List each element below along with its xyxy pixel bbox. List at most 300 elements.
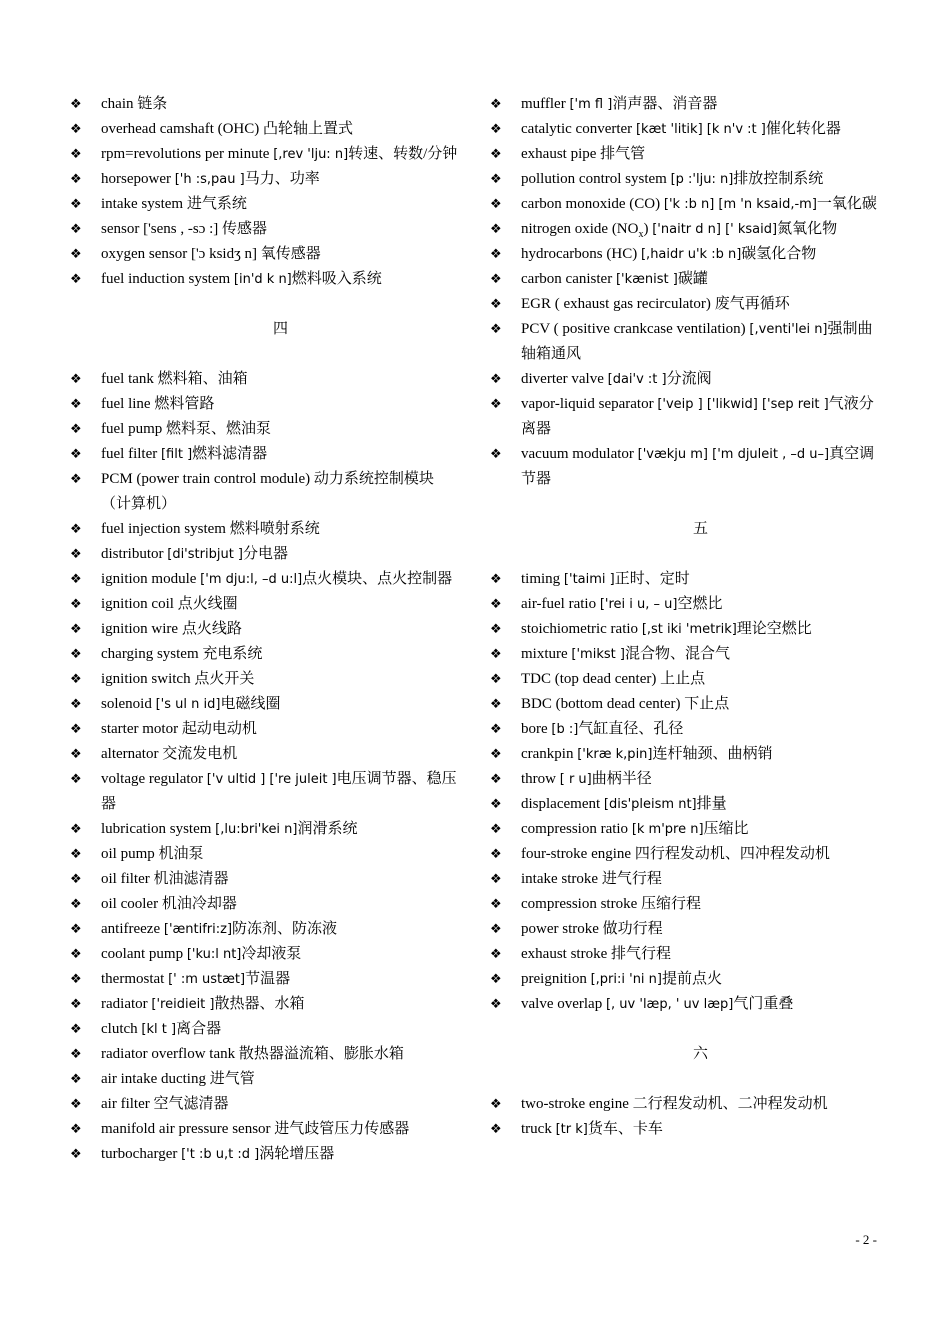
term-english: carbon monoxide (CO): [521, 196, 661, 212]
term-english: exhaust pipe: [521, 146, 597, 162]
term-english: exhaust stroke: [521, 946, 608, 962]
term-chinese: 防冻剂、防冻液: [232, 921, 338, 937]
diamond-bullet-icon: ❖: [70, 247, 82, 262]
term-chinese: 货车、卡车: [587, 1121, 663, 1137]
term-english: carbon canister: [521, 271, 613, 287]
term-item: [490, 842, 880, 867]
term-item: [70, 817, 460, 842]
term-phonetic: ['kræ k,pin]: [577, 747, 653, 762]
term-phonetic: [filt ]: [160, 447, 193, 462]
term-item: [490, 442, 880, 492]
term-english: BDC (bottom dead center): [521, 696, 681, 712]
term-item: [70, 1092, 460, 1117]
term-english: air filter: [101, 1096, 150, 1112]
term-chinese: 进气管: [209, 1071, 255, 1087]
term-list: [490, 92, 880, 492]
term-phonetic: [,lu:bri'kei n]: [215, 822, 298, 837]
term-item: [70, 667, 460, 692]
term-english: chain: [101, 96, 134, 112]
term-chinese: 散热器、水箱: [214, 996, 305, 1012]
term-item: [70, 142, 460, 167]
term-english: fuel tank: [101, 371, 154, 387]
diamond-bullet-icon: ❖: [490, 172, 502, 187]
term-chinese: 废气再循环: [714, 296, 790, 312]
diamond-bullet-icon: ❖: [70, 597, 82, 612]
term-chinese: 二行程发动机、二冲程发动机: [632, 1096, 828, 1112]
diamond-bullet-icon: ❖: [70, 1122, 82, 1137]
diamond-bullet-icon: ❖: [70, 1147, 82, 1162]
term-english: radiator overflow tank: [101, 1046, 236, 1062]
term-chinese: 进气行程: [601, 871, 662, 887]
term-chinese: 下止点: [684, 696, 730, 712]
right-column: [490, 92, 880, 1142]
term-item: [490, 942, 880, 967]
term-phonetic: [di'stribjut ]: [167, 547, 243, 562]
term-item: [70, 392, 460, 417]
term-english: bore: [521, 721, 548, 737]
term-phonetic: ['m fl ]: [569, 97, 613, 112]
term-chinese: 强制曲轴箱通风: [521, 321, 873, 362]
diamond-bullet-icon: ❖: [490, 222, 502, 237]
term-chinese: 真空调节器: [521, 446, 875, 487]
left-column: [70, 92, 460, 1167]
term-phonetic: ['t :b u,t :d ]: [181, 1147, 260, 1162]
term-item: [490, 742, 880, 767]
term-item: [490, 192, 880, 217]
diamond-bullet-icon: ❖: [490, 647, 502, 662]
diamond-bullet-icon: ❖: [70, 97, 82, 112]
term-chinese: 氮氧化物: [777, 221, 838, 237]
diamond-bullet-icon: ❖: [490, 322, 502, 337]
term-phonetic: [,venti'lei n]: [749, 322, 828, 337]
term-item: [490, 242, 880, 267]
term-english: coolant pump: [101, 946, 184, 962]
diamond-bullet-icon: ❖: [490, 847, 502, 862]
term-chinese: 排量: [696, 796, 727, 812]
diamond-bullet-icon: ❖: [70, 772, 82, 787]
term-english-suffix: ): [643, 221, 649, 237]
diamond-bullet-icon: ❖: [70, 822, 82, 837]
term-chinese: 链条: [137, 96, 168, 112]
diamond-bullet-icon: ❖: [490, 372, 502, 387]
diamond-bullet-icon: ❖: [490, 147, 502, 162]
term-item: [490, 917, 880, 942]
term-item: [490, 1117, 880, 1142]
term-chinese: 分电器: [243, 546, 289, 562]
term-chinese: 进气系统: [186, 196, 247, 212]
diamond-bullet-icon: ❖: [70, 172, 82, 187]
term-item: [490, 817, 880, 842]
section-heading-five: 五: [692, 521, 708, 537]
page-number: - 2 -: [855, 1232, 877, 1247]
term-english: oil pump: [101, 846, 155, 862]
term-chinese: 马力、功率: [244, 171, 320, 187]
term-item: [490, 217, 880, 242]
term-chinese: 传感器: [222, 221, 268, 237]
term-english: clutch: [101, 1021, 138, 1037]
term-english: fuel filter: [101, 446, 158, 462]
term-phonetic: [b :]: [551, 722, 579, 737]
diamond-bullet-icon: ❖: [490, 672, 502, 687]
term-chinese: 起动电动机: [181, 721, 257, 737]
term-english: pollution control system: [521, 171, 667, 187]
term-english: TDC (top dead center): [521, 671, 657, 687]
term-chinese: 碳氢化合物: [741, 246, 817, 262]
term-english: air-fuel ratio: [521, 596, 597, 612]
term-item: [490, 92, 880, 117]
term-chinese: 曲柄半径: [591, 771, 652, 787]
term-english: rpm=revolutions per minute: [101, 146, 270, 162]
diamond-bullet-icon: ❖: [490, 597, 502, 612]
term-chinese: 点火线圈: [177, 596, 238, 612]
term-chinese: 点火开关: [194, 671, 255, 687]
diamond-bullet-icon: ❖: [490, 997, 502, 1012]
term-chinese: 空气滤清器: [153, 1096, 229, 1112]
term-english: alternator: [101, 746, 159, 762]
term-english: oil filter: [101, 871, 150, 887]
diamond-bullet-icon: ❖: [490, 697, 502, 712]
term-item: [70, 867, 460, 892]
diamond-bullet-icon: ❖: [70, 872, 82, 887]
term-english: sensor ['sens , -sɔ :]: [101, 221, 219, 237]
term-phonetic: ['rei i u, – u]: [599, 597, 678, 612]
term-chinese: 燃料滤清器: [192, 446, 268, 462]
diamond-bullet-icon: ❖: [70, 947, 82, 962]
diamond-bullet-icon: ❖: [70, 397, 82, 412]
term-english: manifold air pressure sensor: [101, 1121, 271, 1137]
term-chinese: 燃料吸入系统: [291, 271, 382, 287]
diamond-bullet-icon: ❖: [70, 197, 82, 212]
term-english: vapor-liquid separator: [521, 396, 654, 412]
term-english: vacuum modulator: [521, 446, 634, 462]
term-item: [490, 317, 880, 367]
term-english: diverter valve: [521, 371, 604, 387]
term-item: [490, 892, 880, 917]
section-heading-six: 六: [692, 1046, 708, 1062]
diamond-bullet-icon: ❖: [490, 947, 502, 962]
section-heading-four: 四: [272, 321, 288, 337]
diamond-bullet-icon: ❖: [490, 1122, 502, 1137]
term-chinese: 分流阀: [666, 371, 712, 387]
term-item: [70, 592, 460, 617]
term-chinese: 排气行程: [610, 946, 671, 962]
term-phonetic: [p :'lju: n]: [670, 172, 734, 187]
term-phonetic: [,pri:i 'ni n]: [590, 972, 662, 987]
term-item: [70, 767, 460, 817]
term-english: PCM (power train control module): [101, 471, 311, 487]
term-phonetic: [dai'v :t ]: [607, 372, 667, 387]
term-phonetic: [in'd k n]: [233, 272, 292, 287]
diamond-bullet-icon: ❖: [70, 972, 82, 987]
term-english: preignition: [521, 971, 587, 987]
term-item: [70, 1017, 460, 1042]
term-phonetic: [, uv 'læp, ' uv læp]: [605, 997, 734, 1012]
term-phonetic: ['m dju:l, –d u:l]: [200, 572, 303, 587]
term-english: horsepower: [101, 171, 171, 187]
diamond-bullet-icon: ❖: [490, 872, 502, 887]
term-item: [70, 967, 460, 992]
diamond-bullet-icon: ❖: [490, 297, 502, 312]
term-english: turbocharger: [101, 1146, 178, 1162]
term-phonetic: [ r u]: [559, 772, 592, 787]
term-english: intake stroke: [521, 871, 599, 887]
term-item: [490, 367, 880, 392]
diamond-bullet-icon: ❖: [70, 547, 82, 562]
term-english: fuel induction system: [101, 271, 231, 287]
diamond-bullet-icon: ❖: [490, 572, 502, 587]
term-item: [70, 742, 460, 767]
term-chinese: 转速、转数/分钟: [348, 146, 458, 162]
term-item: [490, 117, 880, 142]
term-chinese: 提前点火: [661, 971, 722, 987]
term-phonetic: ['ku:l nt]: [186, 947, 242, 962]
term-english: voltage regulator: [101, 771, 204, 787]
diamond-bullet-icon: ❖: [70, 922, 82, 937]
diamond-bullet-icon: ❖: [490, 922, 502, 937]
diamond-bullet-icon: ❖: [70, 147, 82, 162]
term-chinese: 氧传感器: [260, 246, 321, 262]
diamond-bullet-icon: ❖: [70, 122, 82, 137]
term-item: [70, 1117, 460, 1142]
term-item: [70, 842, 460, 867]
term-item: [490, 267, 880, 292]
term-item: [490, 142, 880, 167]
term-item: [70, 692, 460, 717]
term-english: fuel line: [101, 396, 151, 412]
term-chinese: 排气管: [600, 146, 646, 162]
term-chinese: 混合物、混合气: [624, 646, 730, 662]
term-item: [490, 792, 880, 817]
term-chinese: 四行程发动机、四冲程发动机: [634, 846, 830, 862]
term-english: muffler: [521, 96, 566, 112]
term-english: ignition switch: [101, 671, 191, 687]
term-english: EGR ( exhaust gas recirculator): [521, 296, 711, 312]
term-item: [70, 1042, 460, 1067]
term-english: timing: [521, 571, 561, 587]
term-chinese: 散热器溢流箱、膨胀水箱: [238, 1046, 404, 1062]
term-list: [70, 92, 460, 292]
term-phonetic: [,st iki 'metrik]: [641, 622, 737, 637]
term-phonetic: [kl t ]: [141, 1022, 177, 1037]
term-item: [70, 992, 460, 1017]
term-chinese: 压缩比: [703, 821, 749, 837]
term-item: [490, 992, 880, 1017]
term-english: radiator: [101, 996, 148, 1012]
term-chinese: 充电系统: [202, 646, 263, 662]
term-chinese: 连杆轴颈、曲柄销: [652, 746, 773, 762]
term-item: [70, 467, 460, 517]
term-chinese: 润滑系统: [297, 821, 358, 837]
term-list: [70, 367, 460, 1167]
term-chinese: 机油泵: [158, 846, 204, 862]
diamond-bullet-icon: ❖: [70, 1047, 82, 1062]
diamond-bullet-icon: ❖: [490, 622, 502, 637]
term-chinese: 冷却液泵: [241, 946, 302, 962]
diamond-bullet-icon: ❖: [70, 1072, 82, 1087]
diamond-bullet-icon: ❖: [490, 397, 502, 412]
term-phonetic: ['s ul n id]: [155, 697, 221, 712]
term-item: [70, 92, 460, 117]
term-item: [490, 967, 880, 992]
term-english: intake system: [101, 196, 184, 212]
term-item: [490, 292, 880, 317]
term-item: [490, 567, 880, 592]
term-chinese: 气液分离器: [521, 396, 874, 437]
term-item: [70, 217, 460, 242]
term-english: compression ratio: [521, 821, 629, 837]
term-english: crankpin: [521, 746, 574, 762]
term-chinese: 上止点: [660, 671, 706, 687]
diamond-bullet-icon: ❖: [490, 1097, 502, 1112]
term-phonetic: [k m'pre n]: [631, 822, 704, 837]
term-english: charging system: [101, 646, 199, 662]
term-chinese: 点火模块、点火控制器: [302, 571, 453, 587]
term-item: [490, 592, 880, 617]
term-chinese: 节温器: [245, 971, 291, 987]
term-chinese: 压缩行程: [640, 896, 701, 912]
term-phonetic: ['taimi ]: [563, 572, 615, 587]
diamond-bullet-icon: ❖: [490, 447, 502, 462]
term-chinese: 机油冷却器: [161, 896, 237, 912]
term-list: [490, 1092, 880, 1142]
term-phonetic: [dis'pleism nt]: [603, 797, 697, 812]
diamond-bullet-icon: ❖: [490, 972, 502, 987]
diamond-bullet-icon: ❖: [70, 1022, 82, 1037]
diamond-bullet-icon: ❖: [70, 522, 82, 537]
term-item: [70, 1142, 460, 1167]
diamond-bullet-icon: ❖: [70, 847, 82, 862]
term-chinese: 正时、定时: [614, 571, 690, 587]
diamond-bullet-icon: ❖: [490, 822, 502, 837]
term-item: [490, 392, 880, 442]
term-item: [70, 192, 460, 217]
diamond-bullet-icon: ❖: [490, 897, 502, 912]
term-item: [70, 417, 460, 442]
term-chinese: 理论空燃比: [736, 621, 812, 637]
term-english: truck: [521, 1121, 552, 1137]
term-english: fuel pump: [101, 421, 163, 437]
term-chinese: 电压调节器、稳压器: [101, 771, 457, 812]
term-phonetic: ['naitr d n] [' ksaid]: [652, 222, 778, 237]
term-item: [490, 767, 880, 792]
term-english: catalytic converter: [521, 121, 633, 137]
term-chinese: 离合器: [176, 1021, 222, 1037]
term-item: [70, 442, 460, 467]
term-phonetic: ['v ultid ] ['re juleit ]: [206, 772, 337, 787]
term-item: [70, 367, 460, 392]
term-english: power stroke: [521, 921, 599, 937]
term-chinese: 动力系统控制模块（计算机）: [101, 471, 434, 512]
term-phonetic: ['mikst ]: [571, 647, 625, 662]
diamond-bullet-icon: ❖: [490, 197, 502, 212]
term-item: [70, 267, 460, 292]
term-english: hydrocarbons (HC): [521, 246, 638, 262]
term-english: distributor: [101, 546, 164, 562]
term-english: nitrogen oxide (NO: [521, 221, 639, 237]
diamond-bullet-icon: ❖: [70, 997, 82, 1012]
diamond-bullet-icon: ❖: [70, 222, 82, 237]
term-item: [70, 117, 460, 142]
term-english: PCV ( positive crankcase ventilation): [521, 321, 746, 337]
term-chinese: 一氧化碳: [816, 196, 877, 212]
term-phonetic: [tr k]: [555, 1122, 588, 1137]
term-item: [490, 692, 880, 717]
term-english: oxygen sensor ['ɔ ksidʒ n]: [101, 246, 257, 262]
diamond-bullet-icon: ❖: [490, 272, 502, 287]
term-english: valve overlap: [521, 996, 603, 1012]
term-english: oil cooler: [101, 896, 159, 912]
term-chinese: 气门重叠: [733, 996, 794, 1012]
term-item: [70, 892, 460, 917]
diamond-bullet-icon: ❖: [490, 247, 502, 262]
term-chinese: 电磁线圈: [220, 696, 281, 712]
term-item: [70, 542, 460, 567]
term-item: [490, 667, 880, 692]
term-english: antifreeze: [101, 921, 161, 937]
term-chinese: 碳罐: [677, 271, 708, 287]
term-chinese: 交流发电机: [162, 746, 238, 762]
term-chinese: 排放控制系统: [733, 171, 824, 187]
diamond-bullet-icon: ❖: [490, 722, 502, 737]
diamond-bullet-icon: ❖: [70, 672, 82, 687]
term-chinese: 进气歧管压力传感器: [274, 1121, 410, 1137]
term-phonetic: [,rev 'lju: n]: [273, 147, 349, 162]
term-item: [70, 517, 460, 542]
term-list: [490, 567, 880, 1017]
term-chinese: 做功行程: [602, 921, 663, 937]
term-chinese: 燃料泵、燃油泵: [166, 421, 272, 437]
diamond-bullet-icon: ❖: [490, 772, 502, 787]
term-english: starter motor: [101, 721, 179, 737]
term-item: [490, 1092, 880, 1117]
diamond-bullet-icon: ❖: [70, 422, 82, 437]
term-item: [70, 942, 460, 967]
term-chinese: 燃料管路: [154, 396, 215, 412]
term-subscript: x: [638, 229, 644, 240]
term-english: ignition module: [101, 571, 197, 587]
term-item: [490, 717, 880, 742]
term-item: [70, 642, 460, 667]
term-english: lubrication system: [101, 821, 212, 837]
term-phonetic: ['reidieit ]: [151, 997, 215, 1012]
diamond-bullet-icon: ❖: [490, 97, 502, 112]
diamond-bullet-icon: ❖: [70, 897, 82, 912]
term-english: compression stroke: [521, 896, 638, 912]
diamond-bullet-icon: ❖: [70, 647, 82, 662]
term-item: [490, 167, 880, 192]
term-item: [70, 242, 460, 267]
term-english: stoichiometric ratio: [521, 621, 639, 637]
term-item: [70, 1067, 460, 1092]
term-item: [70, 917, 460, 942]
term-phonetic: ['vækju m] ['m djuleit , –d u–]: [637, 447, 830, 462]
term-item: [70, 167, 460, 192]
term-item: [70, 717, 460, 742]
term-chinese: 消声器、消音器: [612, 96, 718, 112]
term-english: air intake ducting: [101, 1071, 206, 1087]
term-chinese: 催化转化器: [765, 121, 841, 137]
diamond-bullet-icon: ❖: [490, 747, 502, 762]
term-english: displacement: [521, 796, 601, 812]
term-chinese: 涡轮增压器: [259, 1146, 335, 1162]
diamond-bullet-icon: ❖: [70, 372, 82, 387]
term-english: solenoid: [101, 696, 152, 712]
term-english: throw: [521, 771, 556, 787]
term-phonetic: [' :m ustæt]: [168, 972, 246, 987]
diamond-bullet-icon: ❖: [70, 272, 82, 287]
term-phonetic: [kæt 'litik] [k n'v :t ]: [635, 122, 766, 137]
diamond-bullet-icon: ❖: [490, 797, 502, 812]
